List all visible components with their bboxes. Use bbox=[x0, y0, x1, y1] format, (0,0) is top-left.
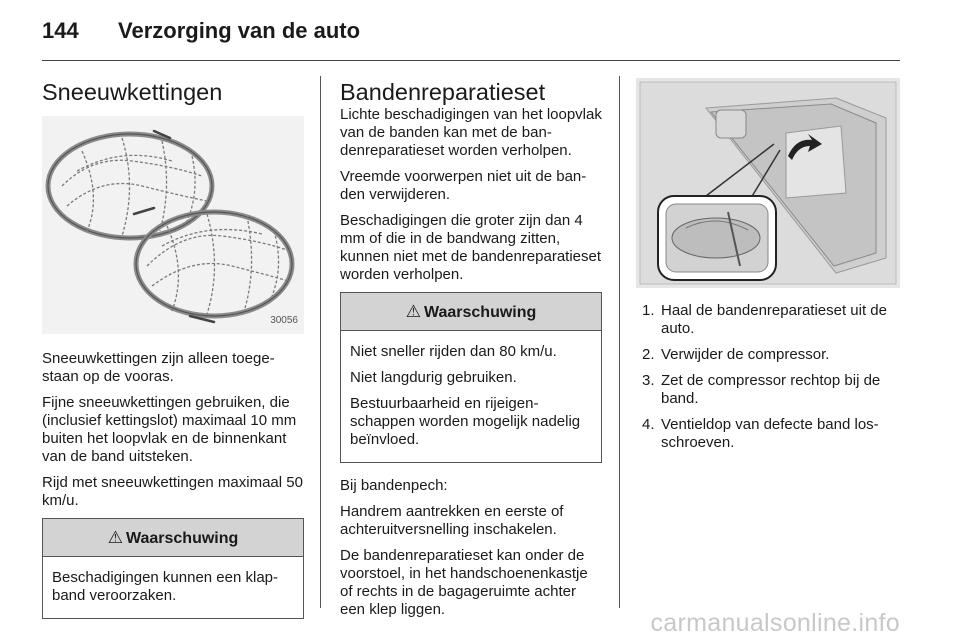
warning-triangle-icon: ⚠ bbox=[107, 528, 123, 547]
warning-text: Beschadigingen kunnen een klapband veroorzaken. bbox=[52, 569, 279, 604]
paragraph: Lichte beschadigingen van het loopvlak van de banden kan met de bandenreparatieset worden verholpen. bbox=[340, 106, 602, 159]
warning-box bbox=[42, 518, 304, 619]
section-title: Verzorging van de auto bbox=[118, 18, 361, 43]
trunk-compartment-drawing bbox=[636, 78, 900, 288]
paragraph: Rijd met sneeuwkettingen maximaal 50 km/u. bbox=[42, 474, 303, 509]
page-number: 144 bbox=[42, 18, 79, 43]
repair-steps-section bbox=[636, 78, 902, 460]
warning-box bbox=[340, 292, 602, 463]
paragraph: Fijne sneeuwkettingen gebruiken, die (inclusief kettingslot) maximaal 10 mm buiten het loopvlak en de binnenkant van de band uitsteken. bbox=[42, 394, 297, 465]
snow-chains-illustration bbox=[42, 116, 304, 334]
tyre-repair-kit-title: Bandenreparatieset bbox=[340, 79, 546, 105]
list-item: 1. Haal de bandenreparatieset uit de auto. bbox=[642, 302, 887, 337]
list-item: 2. Verwijder de compressor. bbox=[642, 346, 830, 363]
warning-header bbox=[43, 519, 303, 557]
paragraph: Vreemde voorwerpen niet uit de banden verwijderen. bbox=[340, 168, 587, 203]
header-rule bbox=[42, 60, 900, 61]
warning-text: Niet sneller rijden dan 80 km/u. bbox=[350, 343, 557, 360]
trunk-compartment-illustration bbox=[636, 78, 900, 288]
paragraph: Sneeuwkettingen zijn alleen toegestaan op de vooras. bbox=[42, 350, 275, 385]
paragraph: Handrem aantrekken en eerste of achteruitversnelling inschakelen. bbox=[340, 503, 564, 538]
warning-text: Niet langdurig gebruiken. bbox=[350, 369, 517, 386]
paragraph: Bij bandenpech: bbox=[340, 477, 448, 494]
list-item: 3. Zet de compressor rechtop bij de band. bbox=[642, 372, 881, 407]
warning-triangle-icon: ⚠ bbox=[405, 302, 421, 321]
list-item: 4. Ventieldop van defecte band losschroeven. bbox=[642, 416, 879, 451]
column-divider-1 bbox=[320, 76, 321, 608]
warning-header bbox=[341, 293, 601, 331]
tyre-repair-kit-section bbox=[340, 78, 602, 627]
snow-chains-title: Sneeuwkettingen bbox=[42, 79, 223, 105]
warning-heading: Waarschuwing bbox=[423, 304, 537, 321]
page-header bbox=[42, 18, 360, 44]
warning-body bbox=[341, 331, 601, 462]
snow-chains-section bbox=[42, 78, 304, 633]
figure-number: 30056 bbox=[270, 315, 298, 326]
paragraph: Beschadigingen die groter zijn dan 4 mm of die in de bandwang zitten, kunnen niet met de bandenreparatieset worden verholpen. bbox=[340, 212, 602, 283]
paragraph: De bandenreparatieset kan onder de voorstoel, in het handschoenenkastje of rechts in de bagageruimte achter een klep liggen. bbox=[340, 547, 588, 618]
repair-steps-list bbox=[636, 302, 902, 452]
watermark: carmanualsonline.info bbox=[650, 609, 900, 637]
snow-chains-drawing bbox=[42, 116, 304, 334]
warning-heading: Waarschuwing bbox=[125, 530, 239, 547]
warning-text: Bestuurbaarheid en rijeigenschappen worden mogelijk nadelig beïnvloed. bbox=[350, 395, 581, 448]
column-divider-2 bbox=[619, 76, 620, 608]
warning-body bbox=[43, 557, 303, 618]
